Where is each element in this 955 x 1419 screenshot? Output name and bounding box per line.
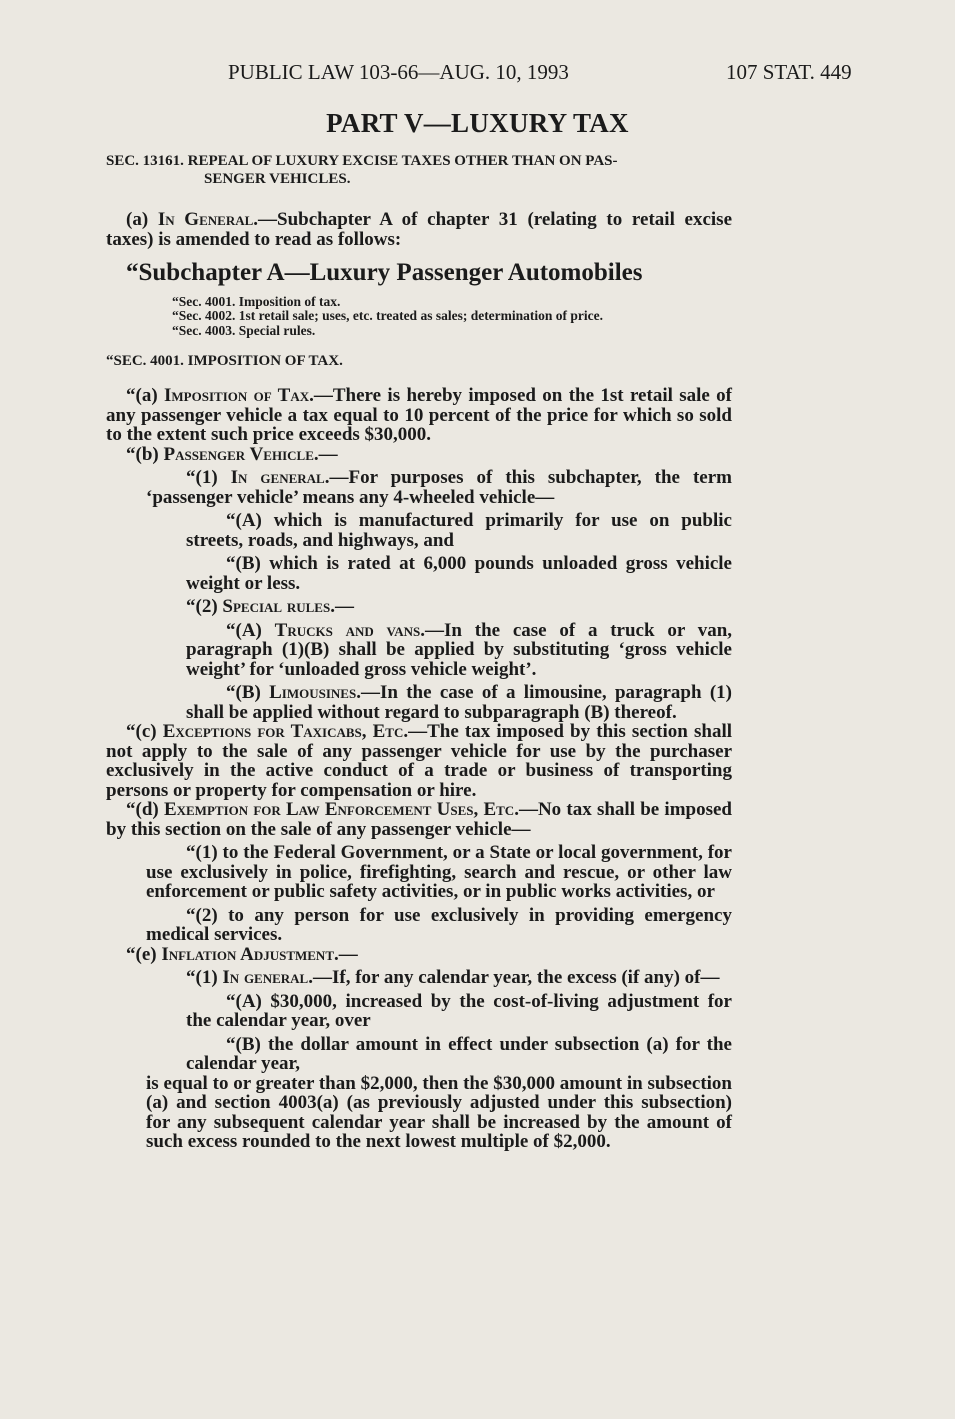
toc-item: “Sec. 4002. 1st retail sale; uses, etc. treated as sales; determination of price. bbox=[172, 308, 604, 323]
section-13161-subsection-a: (a) In General.—Subchapter A of chapter 31 (relating to retail excise taxes) is amended to read as follows: bbox=[106, 209, 733, 250]
paragraph-b1-in-general: “(1) In general.—For purposes of this subchapter, the term ‘passenger vehicle’ means any 4-wheeled vehicle— bbox=[146, 467, 732, 508]
subparagraph-b1A: “(A) which is manufactured primarily for use on public streets, roads, and highways, and bbox=[186, 510, 732, 551]
subparagraph-b2B-limousines: “(B) Limousines.—In the case of a limousine, paragraph (1) shall be applied without regard to subparagraph (B) thereof. bbox=[186, 682, 732, 723]
subsection-e-inflation-adjustment: “(e) Inflation Adjustment.— bbox=[126, 943, 358, 965]
running-header-left: PUBLIC LAW 103-66—AUG. 10, 1993 bbox=[228, 60, 569, 84]
part-title: PART V—LUXURY TAX bbox=[326, 108, 629, 138]
paragraph-e1-continuation: is equal to or greater than $2,000, then the $30,000 amount in subsection (a) and section 4003(a) (as previously adjusted under this subsection) for any subsequent calendar year shall be increased by the amount of such excess rounded to the next lowest multiple of $2,000. bbox=[146, 1072, 732, 1152]
paragraph-d1: “(1) to the Federal Government, or a State or local government, for use exclusively in police, firefighting, search and rescue, or other law enforcement or public safety activities, or in public works activities, or bbox=[146, 842, 732, 902]
table-of-sections bbox=[106, 295, 732, 339]
subsection-a-imposition-of-tax: “(a) Imposition of Tax.—There is hereby imposed on the 1st retail sale of any passenger vehicle a tax equal to 10 percent of the price for which so sold to the extent such price exceeds $30,000. bbox=[106, 385, 733, 445]
statute-body bbox=[106, 152, 732, 1152]
subparagraph-b1B: “(B) which is rated at 6,000 pounds unloaded gross vehicle weight or less. bbox=[186, 553, 732, 594]
subparagraph-b2A-trucks-and-vans: “(A) Trucks and vans.—In the case of a truck or van, paragraph (1)(B) shall be applied by substituting ‘gross vehicle weight’ for ‘unloaded gross vehicle weight’. bbox=[186, 619, 733, 680]
paragraph-e1-in-general: “(1) In general.—If, for any calendar year, the excess (if any) of— bbox=[186, 967, 720, 988]
subsection-c-exceptions-for-taxicabs: “(c) Exceptions for Taxicabs, Etc.—The tax imposed by this section shall not apply to the sale of any passenger vehicle for use by the purchaser exclusively in the active conduct of a trade or business of transporting persons or property for compensation or hire. bbox=[106, 721, 732, 801]
subchapter-title: “Subchapter A—Luxury Passenger Automobiles bbox=[126, 259, 643, 286]
subparagraph-e1B: “(B) the dollar amount in effect under subsection (a) for the calendar year, bbox=[186, 1033, 732, 1074]
paragraph-d2: “(2) to any person for use exclusively in providing emergency medical services. bbox=[146, 904, 732, 945]
running-header-page-number: 107 STAT. 449 bbox=[726, 60, 852, 84]
subparagraph-e1A: “(A) $30,000, increased by the cost-of-living adjustment for the calendar year, over bbox=[186, 990, 732, 1031]
section-4001-heading: “SEC. 4001. IMPOSITION OF TAX. bbox=[106, 353, 343, 369]
toc-item: “Sec. 4001. Imposition of tax. bbox=[172, 293, 341, 309]
subsection-b-passenger-vehicle: “(b) Passenger Vehicle.— bbox=[126, 443, 338, 465]
subsection-d-exemption-law-enforcement: “(d) Exemption for Law Enforcement Uses, Etc.—No tax shall be imposed by this section on the sale of any passenger vehicle— bbox=[106, 799, 732, 840]
section-13161-heading: SEC. 13161. REPEAL OF LUXURY EXCISE TAXES OTHER THAN ON PAS- SENGER VEHICLES. bbox=[106, 153, 618, 187]
paragraph-b2-special-rules: “(2) Special rules.— bbox=[186, 596, 354, 617]
toc-item: “Sec. 4003. Special rules. bbox=[172, 322, 316, 338]
